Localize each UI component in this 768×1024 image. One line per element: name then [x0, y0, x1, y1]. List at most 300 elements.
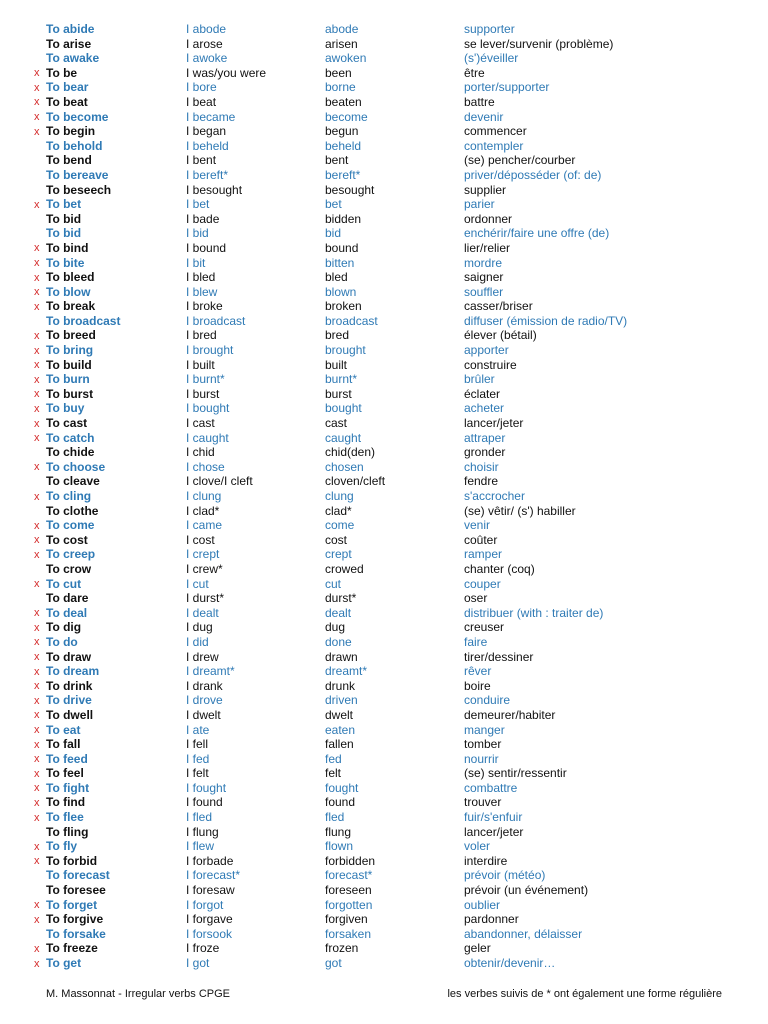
verb-row	[0, 285, 768, 300]
mark-x-icon: x	[34, 271, 40, 284]
verb-row	[0, 489, 768, 504]
verb-past: I broadcast	[186, 313, 246, 328]
verb-participle: forsaken	[325, 926, 372, 941]
verb-base: To buy	[46, 401, 85, 416]
verb-base: To behold	[46, 138, 103, 153]
verb-row	[0, 883, 768, 898]
verb-participle: built	[325, 357, 348, 372]
verb-past: I foresaw	[186, 883, 235, 898]
verb-row	[0, 401, 768, 416]
verb-translation: priver/déposséder (of: de)	[464, 167, 602, 182]
verb-participle: arisen	[325, 36, 358, 51]
verb-translation: coûter	[464, 532, 498, 547]
verb-row	[0, 737, 768, 752]
verb-row	[0, 868, 768, 883]
verb-row	[0, 95, 768, 110]
verb-translation: acheter	[464, 401, 505, 416]
mark-x-icon: x	[34, 257, 40, 269]
verb-row	[0, 445, 768, 460]
verb-participle: beheld	[325, 138, 362, 153]
verb-translation: ramper	[464, 547, 503, 562]
verb-past: I cost	[186, 532, 215, 547]
verb-participle: dug	[325, 620, 346, 635]
verb-past: I fed	[186, 751, 210, 766]
verb-base: To chide	[46, 445, 95, 460]
verb-past: I dreamt*	[186, 664, 235, 679]
verb-past: I bred	[186, 328, 217, 343]
verb-participle: caught	[325, 430, 362, 445]
verb-translation: s'accrocher	[464, 489, 525, 503]
verb-translation: (se) sentir/ressentir	[464, 766, 567, 781]
verb-row	[0, 708, 768, 723]
mark-x-icon: x	[34, 913, 40, 926]
verb-translation: demeurer/habiter	[464, 707, 556, 722]
verb-translation: ordonner	[464, 211, 513, 226]
verb-participle: burst	[325, 386, 352, 401]
verb-base: To find	[46, 795, 86, 810]
verb-row	[0, 693, 768, 708]
verb-past: I fought	[186, 780, 227, 795]
verb-past: I besought	[186, 182, 243, 197]
verb-base: To fall	[46, 737, 81, 752]
verb-row	[0, 810, 768, 825]
verb-base: To dwell	[46, 707, 94, 722]
verb-row	[0, 256, 768, 271]
verb-past: I got	[186, 956, 210, 970]
verb-participle: forgiven	[325, 912, 368, 927]
verb-translation: fendre	[464, 474, 499, 489]
verb-participle: bidden	[325, 211, 362, 226]
verb-base: To beseech	[46, 182, 112, 197]
verb-past: I beat	[186, 94, 217, 109]
verb-translation: casser/briser	[464, 299, 533, 314]
verb-translation: faire	[464, 634, 488, 649]
verb-row	[0, 183, 768, 198]
verb-participle: eaten	[325, 722, 356, 737]
verb-base: To forbid	[46, 853, 98, 868]
verb-past: I flung	[186, 824, 219, 839]
verb-participle: forgotten	[325, 897, 373, 912]
verb-row	[0, 110, 768, 125]
verb-translation: brûler	[464, 372, 495, 387]
verb-participle: cast	[325, 416, 348, 431]
verb-past: I beheld	[186, 138, 229, 153]
verb-translation: manger	[464, 722, 505, 737]
verb-row	[0, 22, 768, 37]
verb-base: To draw	[46, 649, 92, 664]
verb-translation: contempler	[464, 138, 524, 153]
verb-translation: geler	[464, 941, 491, 956]
mark-x-icon: x	[34, 388, 40, 401]
verb-row	[0, 504, 768, 519]
verb-past: I came	[186, 518, 223, 533]
verb-translation: obtenir/devenir…	[464, 956, 556, 970]
verb-base: To bereave	[46, 167, 109, 182]
mark-x-icon: x	[34, 709, 40, 722]
verb-translation: supplier	[464, 182, 507, 197]
verb-translation: éclater	[464, 386, 501, 401]
verb-past: I bid	[186, 226, 209, 241]
mark-x-icon: x	[34, 198, 40, 211]
verb-base: To bid	[46, 226, 82, 241]
verb-translation: commencer	[464, 124, 527, 139]
verb-past: I fled	[186, 810, 213, 825]
verb-translation: pardonner	[464, 912, 519, 927]
verb-translation: saigner	[464, 270, 504, 285]
verb-participle: dreamt*	[325, 664, 368, 679]
verb-row	[0, 372, 768, 387]
verb-translation: diffuser (émission de radio/TV)	[464, 313, 628, 328]
mark-x-icon: x	[34, 840, 40, 853]
verb-past: I crept	[186, 547, 220, 562]
verb-row	[0, 591, 768, 606]
verb-participle: forecast*	[325, 868, 373, 883]
footer-note: les verbes suivis de * ont également une forme régulière	[447, 988, 722, 1000]
verb-participle: forbidden	[325, 853, 376, 868]
verb-base: To forgive	[46, 912, 104, 927]
verb-row	[0, 80, 768, 95]
mark-x-icon: x	[34, 286, 40, 299]
verb-base: To blow	[46, 284, 91, 299]
verb-participle: come	[325, 518, 355, 533]
verb-row	[0, 839, 768, 854]
verb-past: I forgot	[186, 897, 224, 912]
verb-base: To cost	[46, 532, 88, 547]
verb-row	[0, 606, 768, 621]
mark-x-icon: x	[34, 519, 40, 532]
verb-row	[0, 941, 768, 956]
verb-row	[0, 854, 768, 869]
verb-translation: (se) pencher/courber	[464, 153, 576, 168]
verb-participle: fallen	[325, 737, 354, 752]
verb-row	[0, 299, 768, 314]
verb-row	[0, 270, 768, 285]
verb-translation: prévoir (un événement)	[464, 883, 589, 898]
verb-past: I bought	[186, 401, 230, 416]
verb-past: I dug	[186, 620, 213, 635]
verb-translation: lier/relier	[464, 240, 511, 255]
verb-row	[0, 124, 768, 139]
verb-row	[0, 51, 768, 66]
verb-base: To flee	[46, 810, 84, 825]
verb-participle: bereft*	[325, 167, 361, 182]
verb-past: I felt	[186, 766, 209, 781]
verb-row	[0, 533, 768, 548]
verb-row	[0, 562, 768, 577]
verb-participle: bred	[325, 328, 350, 343]
verb-base: To bear	[46, 80, 89, 95]
verb-past: I bore	[186, 80, 217, 95]
verb-base: To cleave	[46, 474, 100, 489]
verb-past: I froze	[186, 941, 220, 956]
verb-row	[0, 343, 768, 358]
verb-row	[0, 898, 768, 913]
verb-past: I bit	[186, 255, 206, 270]
mark-x-icon: x	[34, 417, 40, 430]
verb-past: I burnt*	[186, 372, 225, 387]
verb-row	[0, 153, 768, 168]
verb-row	[0, 474, 768, 489]
verb-translation: élever (bétail)	[464, 328, 537, 343]
verb-base: To crow	[46, 561, 92, 576]
verb-participle: been	[325, 65, 352, 80]
verb-translation: rêver	[464, 664, 492, 679]
verb-row	[0, 664, 768, 679]
verb-row	[0, 518, 768, 533]
verb-row	[0, 781, 768, 796]
mark-x-icon: x	[34, 607, 40, 620]
verb-translation: nourrir	[464, 751, 499, 766]
verb-base: To feed	[46, 751, 88, 766]
verb-participle: blown	[325, 284, 357, 299]
verb-participle: broadcast	[325, 313, 378, 328]
mark-x-icon: x	[34, 811, 40, 824]
verb-translation: prévoir (météo)	[464, 868, 546, 883]
verb-base: To creep	[46, 547, 96, 562]
verb-base: To drink	[46, 678, 93, 693]
verb-translation: devenir	[464, 109, 504, 124]
verb-past: I forbade	[186, 853, 234, 868]
verb-participle: cloven/cleft	[325, 474, 386, 489]
verb-base: To bend	[46, 153, 92, 168]
verb-row	[0, 241, 768, 256]
verb-base: To get	[46, 956, 82, 970]
verb-base: To cling	[46, 489, 92, 503]
verb-participle: dealt	[325, 605, 352, 620]
verb-translation: oublier	[464, 897, 501, 912]
verb-participle: dwelt	[325, 707, 354, 722]
verb-base: To forget	[46, 897, 98, 912]
mark-x-icon: x	[34, 621, 40, 634]
verb-participle: crowed	[325, 561, 364, 576]
verb-participle: durst*	[325, 591, 357, 606]
verb-base: To feel	[46, 766, 84, 781]
mark-x-icon: x	[34, 81, 40, 94]
verb-participle: bought	[325, 401, 362, 416]
verb-past: I awoke	[186, 51, 228, 66]
verb-row	[0, 927, 768, 942]
mark-x-icon: x	[34, 432, 40, 445]
verb-translation: attraper	[464, 430, 506, 445]
mark-x-icon: x	[34, 724, 40, 736]
verb-base: To breed	[46, 328, 96, 343]
verb-participle: besought	[325, 182, 375, 197]
verb-translation: enchérir/faire une offre (de)	[464, 226, 610, 241]
verb-translation: (s')éveiller	[464, 51, 519, 66]
verb-row	[0, 650, 768, 665]
verb-participle: found	[325, 795, 356, 810]
verb-past: I became	[186, 109, 236, 124]
verb-base: To foresee	[46, 883, 106, 898]
verb-participle: bid	[325, 226, 342, 241]
verb-row	[0, 168, 768, 183]
verb-translation: chanter (coq)	[464, 561, 535, 576]
verb-participle: chosen	[325, 459, 364, 474]
mark-x-icon: x	[34, 111, 40, 124]
mark-x-icon: x	[34, 96, 40, 109]
verb-base: To burn	[46, 372, 90, 387]
mark-x-icon: x	[34, 329, 40, 342]
verb-row	[0, 620, 768, 635]
mark-x-icon: x	[34, 782, 40, 795]
mark-x-icon: x	[34, 461, 40, 474]
verb-translation: souffler	[464, 284, 504, 299]
verb-translation: parier	[464, 197, 495, 212]
verb-translation: oser	[464, 591, 488, 606]
verb-past: I chose	[186, 459, 225, 474]
verb-base: To bet	[46, 197, 82, 212]
verb-row	[0, 752, 768, 767]
verb-base: To catch	[46, 430, 95, 445]
verb-past: I drove	[186, 693, 223, 708]
verb-row	[0, 37, 768, 52]
verb-row	[0, 139, 768, 154]
verb-past: I bled	[186, 270, 216, 285]
verb-participle: done	[325, 634, 352, 649]
verb-participle: fled	[325, 810, 345, 825]
verb-row	[0, 66, 768, 81]
verb-row	[0, 387, 768, 402]
verb-translation: boire	[464, 678, 491, 693]
verb-participle: awoken	[325, 51, 367, 66]
verb-base: To fight	[46, 780, 90, 795]
verb-translation: gronder	[464, 445, 506, 460]
verb-row	[0, 460, 768, 475]
verb-base: To forsake	[46, 926, 106, 941]
verb-past: I broke	[186, 299, 223, 314]
verb-row	[0, 358, 768, 373]
verb-base: To cast	[46, 416, 88, 431]
verb-past: I drank	[186, 678, 223, 693]
verb-past: I cut	[186, 576, 209, 591]
verb-past: I blew	[186, 284, 218, 299]
mark-x-icon: x	[34, 67, 40, 80]
verb-participle: foreseen	[325, 883, 372, 898]
verb-participle: clung	[325, 489, 354, 503]
verb-translation: interdire	[464, 853, 508, 868]
verb-base: To build	[46, 357, 92, 372]
verb-base: To dig	[46, 620, 82, 635]
verb-past: I abode	[186, 22, 227, 36]
mark-x-icon: x	[34, 694, 40, 707]
verb-participle: bitten	[325, 255, 355, 270]
mark-x-icon: x	[34, 300, 40, 313]
verb-translation: abandonner, délaisser	[464, 926, 583, 941]
verb-row	[0, 825, 768, 840]
verb-past: I forgave	[186, 912, 233, 927]
verb-past: I durst*	[186, 591, 225, 606]
footer-author: M. Massonnat - Irregular verbs CPGE	[46, 988, 231, 1000]
mark-x-icon: x	[34, 578, 40, 591]
verb-past: I arose	[186, 36, 223, 51]
verb-participle: fought	[325, 780, 359, 795]
verb-past: I crew*	[186, 561, 223, 576]
verb-past: I flew	[186, 839, 215, 854]
verb-base: To begin	[46, 124, 96, 139]
verb-past: I fell	[186, 737, 209, 752]
verb-past: I built	[186, 357, 215, 372]
verb-base: To burst	[46, 386, 94, 401]
mark-x-icon: x	[34, 373, 40, 386]
verb-base: To forecast	[46, 868, 110, 883]
verb-past: I found	[186, 795, 223, 810]
verb-row	[0, 635, 768, 650]
verb-participle: bet	[325, 197, 342, 212]
verb-row	[0, 547, 768, 562]
verb-translation: distribuer (with : traiter de)	[464, 605, 604, 620]
verb-base: To dream	[46, 664, 100, 679]
mark-x-icon: x	[34, 490, 40, 503]
verb-participle: crept	[325, 547, 352, 562]
verb-participle: felt	[325, 766, 342, 781]
verb-translation: battre	[464, 94, 495, 109]
verb-translation: lancer/jeter	[464, 416, 524, 431]
verb-participle: drawn	[325, 649, 358, 664]
verb-participle: begun	[325, 124, 359, 139]
verb-translation: fuir/s'enfuir	[464, 810, 523, 825]
verb-row	[0, 956, 768, 971]
verb-translation: voler	[464, 839, 491, 854]
verb-base: To do	[46, 634, 78, 649]
verb-translation: creuser	[464, 620, 505, 635]
verb-past: I drew	[186, 649, 219, 664]
mark-x-icon: x	[34, 899, 40, 912]
verb-base: To bleed	[46, 270, 95, 285]
mark-x-icon: x	[34, 796, 40, 809]
verb-row	[0, 766, 768, 781]
mark-x-icon: x	[34, 957, 40, 970]
verb-participle: chid(den)	[325, 445, 376, 460]
verb-participle: cost	[325, 532, 348, 547]
mark-x-icon: x	[34, 767, 40, 780]
verb-translation: venir	[464, 518, 491, 533]
verb-base: To broadcast	[46, 313, 121, 328]
verb-base: To choose	[46, 459, 106, 474]
verb-base: To fly	[46, 839, 78, 854]
verb-translation: porter/supporter	[464, 80, 550, 95]
verb-row	[0, 679, 768, 694]
verb-translation: lancer/jeter	[464, 824, 524, 839]
mark-x-icon: x	[34, 855, 40, 868]
verb-past: I clung	[186, 489, 222, 503]
verb-participle: bound	[325, 240, 359, 255]
verb-past: I bent	[186, 153, 217, 168]
mark-x-icon: x	[34, 242, 40, 255]
verb-past: I burst	[186, 386, 220, 401]
mark-x-icon: x	[34, 738, 40, 751]
verb-past: I brought	[186, 343, 234, 358]
verb-base: To deal	[46, 605, 88, 620]
mark-x-icon: x	[34, 942, 40, 955]
verb-base: To dare	[46, 591, 89, 606]
mark-x-icon: x	[34, 125, 40, 138]
verb-base: To bite	[46, 255, 85, 270]
verb-translation: couper	[464, 576, 501, 591]
verb-past: I bound	[186, 240, 227, 255]
verb-translation: trouver	[464, 795, 502, 810]
verb-base: To bind	[46, 240, 89, 255]
verb-translation: construire	[464, 357, 517, 372]
verb-base: To become	[46, 109, 109, 124]
verb-participle: frozen	[325, 941, 359, 956]
verb-base: To be	[46, 65, 78, 80]
verb-row	[0, 577, 768, 592]
verb-translation: (se) vêtir/ (s') habiller	[464, 503, 576, 518]
verb-row	[0, 197, 768, 212]
mark-x-icon: x	[34, 651, 40, 664]
verb-translation: apporter	[464, 343, 509, 358]
verb-translation: se lever/survenir (problème)	[464, 36, 614, 51]
